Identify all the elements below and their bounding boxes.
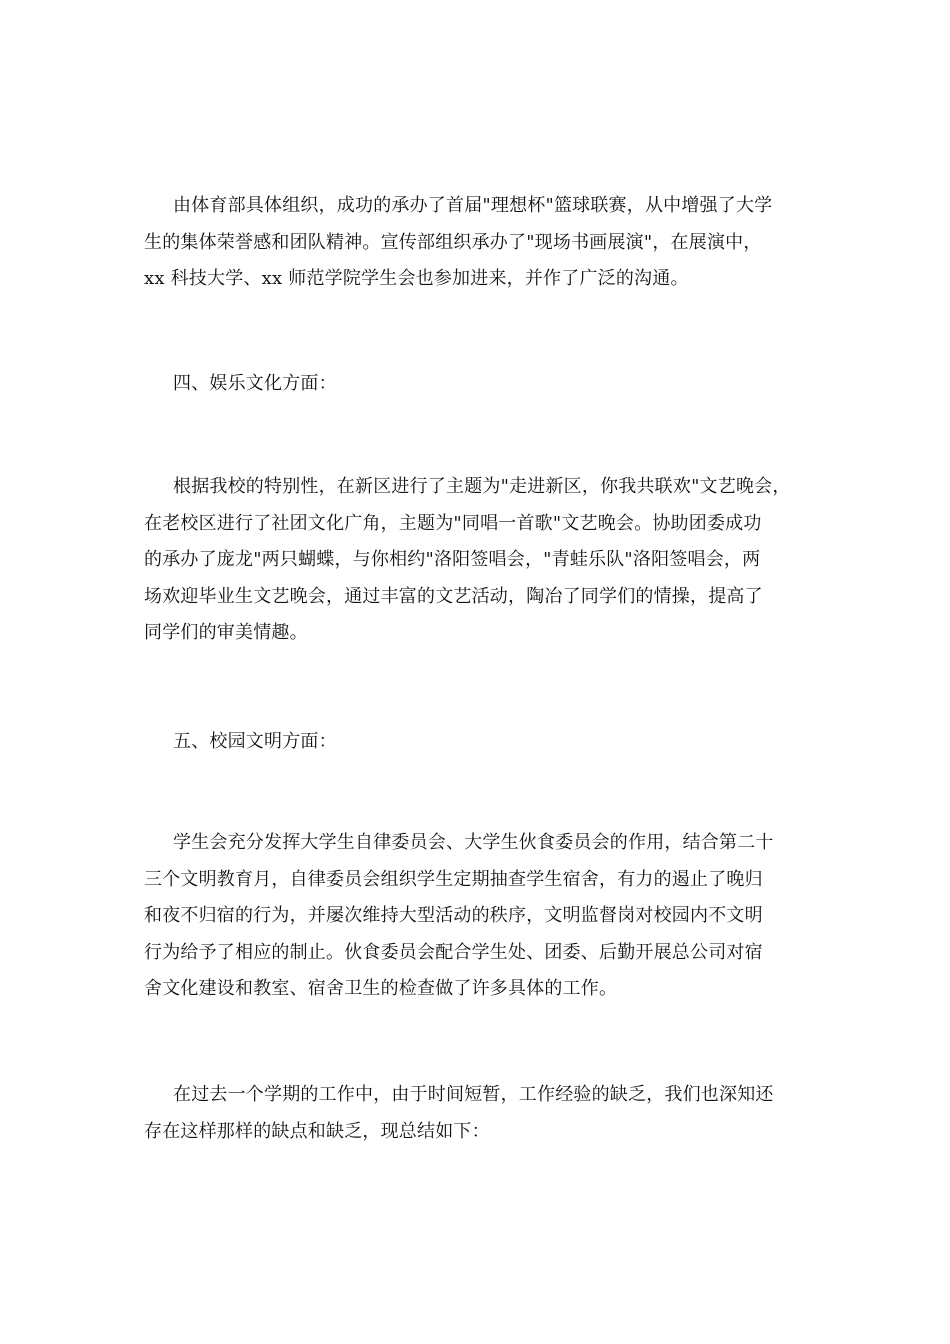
text-line: 和夜不归宿的行为，并屡次维持大型活动的秩序，文明监督岗对校园内不文明 — [144, 905, 763, 926]
text-line: 舍文化建设和教室、宿舍卫生的检查做了许多具体的工作。 — [144, 978, 618, 999]
text-line: 学生会充分发挥大学生自律委员会、大学生伙食委员会的作用，结合第二十 — [173, 832, 774, 853]
text-line: 同学们的审美情趣。 — [144, 622, 308, 643]
text-line: 根据我校的特别性，在新区进行了主题为"走进新区，你我共联欢"文艺晚会， — [173, 476, 791, 497]
paragraph-campus-civility — [144, 825, 824, 1008]
text-line: 三个文明教育月，自律委员会组织学生定期抽查学生宿舍，有力的遏止了晚归 — [144, 868, 763, 890]
text-line: 在过去一个学期的工作中，由于时间短暂，工作经验的缺乏，我们也深知还 — [173, 1084, 774, 1105]
paragraph-sports-publicity — [144, 188, 824, 298]
text-line: 行为给予了相应的制止。伙食委员会配合学生处、团委、后勤开展总公司对宿 — [144, 941, 763, 963]
section-heading-entertainment: 四、娱乐文化方面： — [173, 373, 337, 394]
paragraph-entertainment — [144, 469, 824, 652]
paragraph-summary-intro — [144, 1077, 824, 1150]
text-line: 由体育部具体组织，成功的承办了首届"理想杯"篮球联赛，从中增强了大学 — [173, 195, 773, 216]
text-line: 存在这样那样的缺点和缺乏，现总结如下： — [144, 1120, 490, 1142]
text-line: 的承办了庞龙"两只蝴蝶，与你相约"洛阳签唱会，"青蛙乐队"洛阳签唱会，两 — [144, 549, 761, 570]
text-line: 生的集体荣誉感和团队精神。宣传部组织承办了"现场书画展演"，在展演中， — [144, 231, 762, 253]
text-line: 场欢迎毕业生文艺晚会，通过丰富的文艺活动，陶冶了同学们的情操，提高了 — [144, 585, 763, 607]
section-heading-campus-civility: 五、校园文明方面： — [173, 731, 337, 752]
text-line: xx 科技大学、xx 师范学院学生会也参加进来，并作了广泛的沟通。 — [144, 268, 689, 289]
text-line: 在老校区进行了社团文化广角，主题为"同唱一首歌"文艺晚会。协助团委成功 — [144, 512, 762, 534]
